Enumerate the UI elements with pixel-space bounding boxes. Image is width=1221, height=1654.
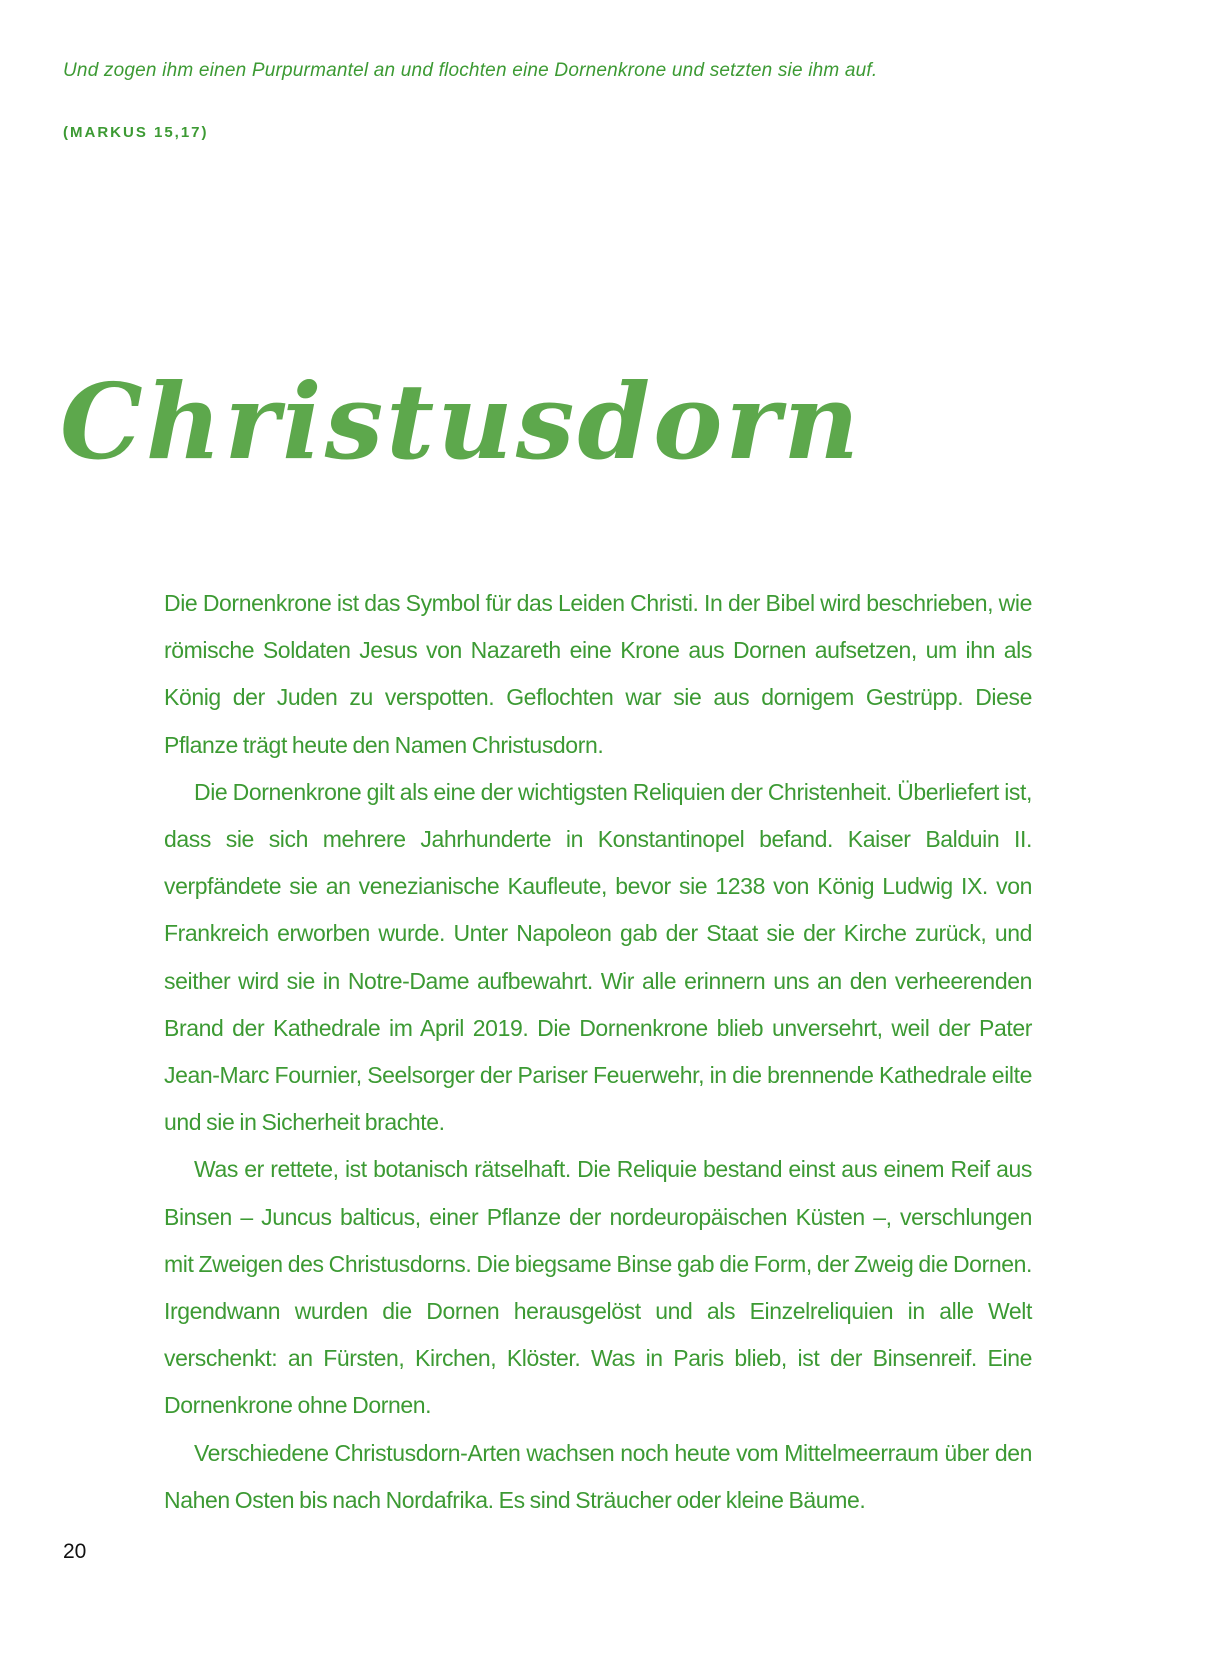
body-paragraph-4: Verschiedene Christusdorn-Arten wachsen noch heute vom Mittelmeerraum über den Nahen Osten bis nach Nordafrika. Es sind Sträucher oder kleine Bäume. bbox=[164, 1439, 1032, 1513]
page-number: 20 bbox=[63, 1540, 87, 1563]
epigraph-source: (MARKUS 15,17) bbox=[63, 124, 209, 141]
body-text bbox=[164, 580, 1032, 1524]
epigraph-quote: Und zogen ihm einen Purpurmantel an und flochten eine Dornenkrone und setzten sie ihm auf. bbox=[63, 60, 878, 81]
chapter-title: Christusdorn bbox=[60, 360, 862, 483]
body-paragraph-3: Was er rettete, ist botanisch rätselhaft. Die Reliquie bestand einst aus einem Reif aus Binsen – Juncus balticus, einer Pflanze der nordeuropäischen Küsten –, verschlungen mit Zweigen des Christusdorns. Die biegsame Binse gab die Form, der Zweig die Dornen. Irgendwann wurden die Dornen herausgelöst und als Einzelreliquien in alle Welt verschenkt: an Fürsten, Kirchen, Klöster. Was in Paris blieb, ist der Binsenreif. Eine Dornenkrone ohne Dornen. bbox=[164, 1156, 1032, 1419]
body-paragraph-1: Die Dornenkrone ist das Symbol für das Leiden Christi. In der Bibel wird beschrieben, wie römische Soldaten Jesus von Nazareth eine Krone aus Dornen aufsetzen, um ihn als König der Juden zu verspotten. Geflochten war sie aus dornigem Gestrüpp. Diese Pflanze trägt heute den Namen Christusdorn. bbox=[164, 590, 1032, 758]
body-paragraph-2: Die Dornenkrone gilt als eine der wichtigsten Reliquien der Christenheit. Überliefert ist, dass sie sich mehrere Jahrhunderte in Konstantinopel befand. Kaiser Balduin II. verpfändete sie an venezianische Kaufleute, bevor sie 1238 von König Ludwig IX. von Frankreich erworben wurde. Unter Napoleon gab der Staat sie der Kirche zurück, und seither wird sie in Notre-Dame aufbewahrt. Wir alle erinnern uns an den verheerenden Brand der Kathedrale im April 2019. Die Dornenkrone blieb unversehrt, weil der Pater Jean-Marc Fournier, Seelsorger der Pariser Feuerwehr, in die brennende Kathedrale eilte und sie in Sicherheit brachte. bbox=[164, 778, 1032, 1136]
